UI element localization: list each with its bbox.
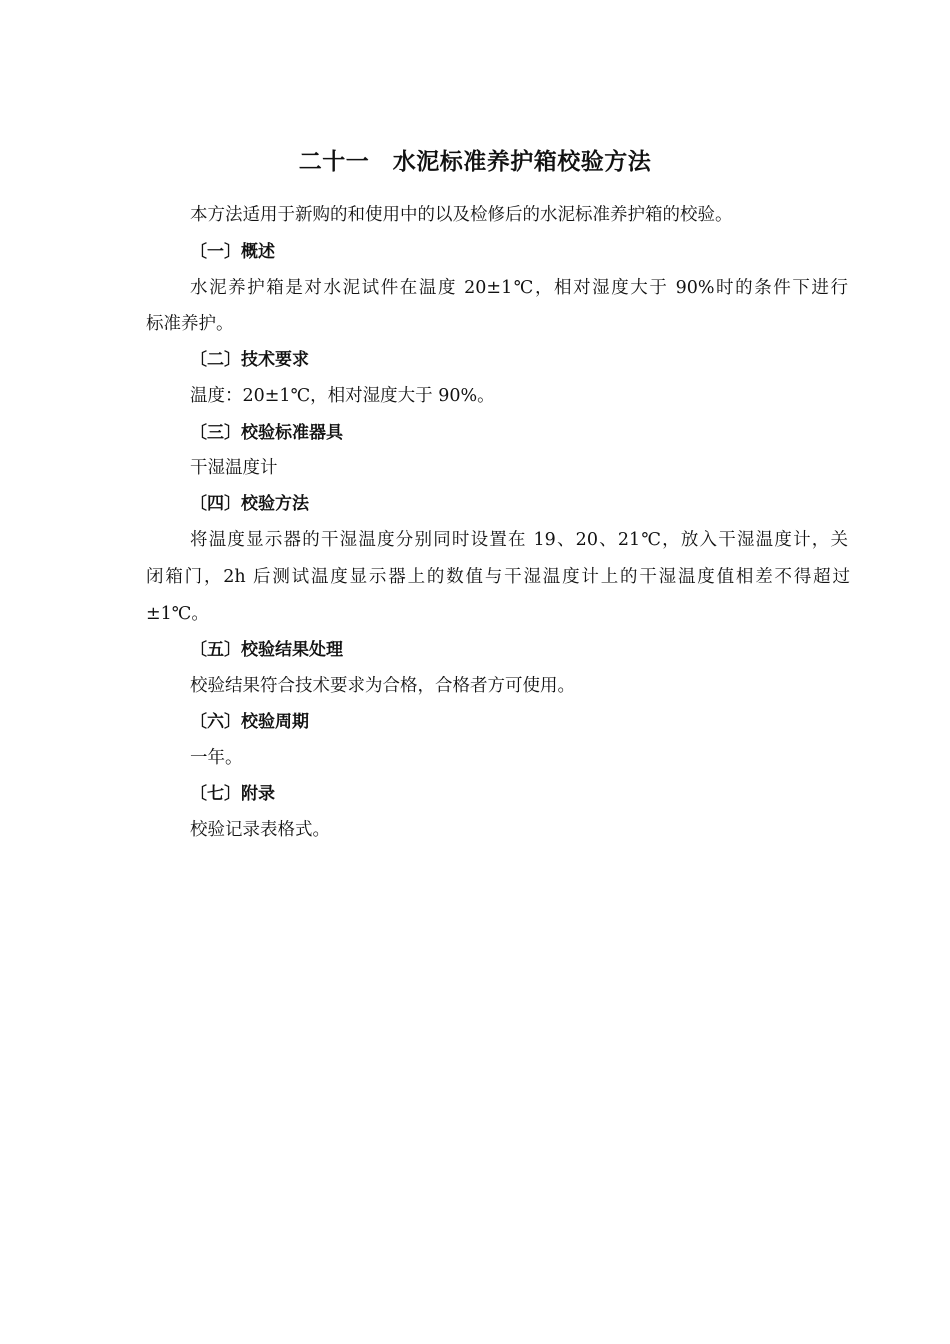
result-handling-text: 校验结果符合技术要求为合格，合格者方可使用。: [190, 676, 575, 696]
calibration-method-line-1: 将温度显示器的干湿温度分别同时设置在 19、20、21℃，放入干湿温度计，关: [190, 530, 848, 550]
section-heading-calibration-method: 〔四〕校验方法: [190, 494, 309, 514]
calibration-method-line-3: ±1℃。: [146, 604, 209, 624]
section-heading-appendix: 〔七〕附录: [190, 784, 275, 804]
document-title: 二十一 水泥标准养护箱校验方法: [298, 149, 652, 175]
section-heading-calibration-instruments: 〔三〕校验标准器具: [190, 423, 343, 443]
appendix-text: 校验记录表格式。: [190, 820, 330, 840]
technical-requirements-text: 温度：20±1℃，相对湿度大于 90%。: [190, 386, 495, 406]
overview-text-line-1: 水泥养护箱是对水泥试件在温度 20±1℃，相对湿度大于 90%时的条件下进行: [190, 278, 848, 298]
calibration-method-line-2: 闭箱门，2h 后测试温度显示器上的数值与干湿温度计上的干湿温度值相差不得超过: [146, 567, 850, 587]
calibration-instruments-text: 干湿温度计: [190, 458, 278, 478]
overview-text-line-2: 标准养护。: [146, 314, 234, 334]
section-heading-overview: 〔一〕概述: [190, 242, 275, 262]
section-heading-calibration-period: 〔六〕校验周期: [190, 712, 309, 732]
calibration-period-text: 一年。: [190, 748, 243, 768]
section-heading-technical-requirements: 〔二〕技术要求: [190, 350, 309, 370]
section-heading-result-handling: 〔五〕校验结果处理: [190, 640, 343, 660]
intro-paragraph: 本方法适用于新购的和使用中的以及检修后的水泥标准养护箱的校验。: [190, 205, 733, 225]
